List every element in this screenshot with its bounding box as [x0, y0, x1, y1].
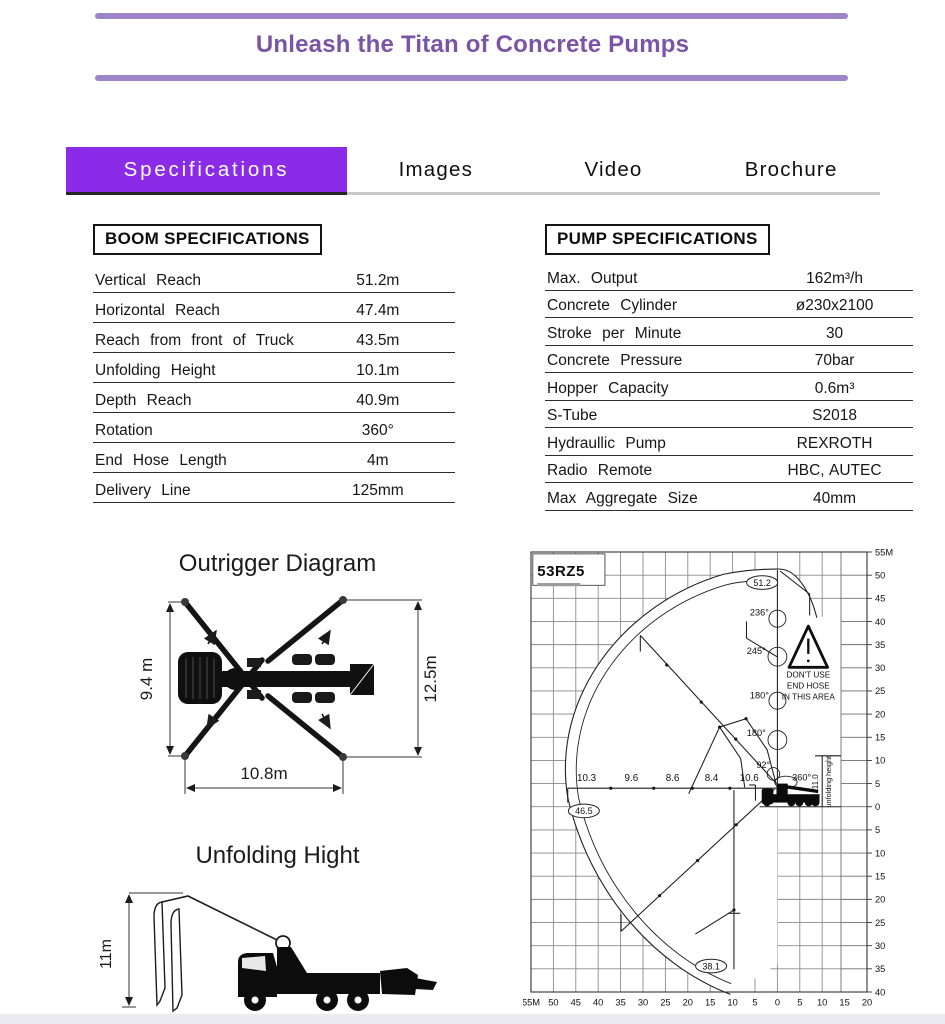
pump-spec-row	[545, 428, 913, 456]
spec-label: Rotation	[95, 422, 153, 439]
right-axis-tick-label: 40	[875, 987, 886, 998]
right-axis-tick-label: 55M	[875, 547, 894, 558]
model-label: 53RZ5	[537, 563, 585, 581]
bottom-axis-tick-label: 5	[797, 997, 803, 1008]
right-axis-tick-label: 5	[875, 825, 881, 836]
bottom-axis-tick-label: 15	[839, 997, 850, 1008]
boom-spec-rows	[93, 263, 455, 503]
bottom-axis-tick-label: 50	[548, 997, 559, 1008]
boom-spec-heading	[93, 224, 322, 255]
right-axis-tick-label: 5	[875, 778, 881, 789]
reach-value: 38.1	[702, 961, 720, 972]
unfolding-height-diagram	[95, 872, 455, 1022]
spec-label: Concrete Cylinder	[547, 297, 678, 314]
right-axis-tick-label: 35	[875, 639, 886, 650]
warning-text: DON'T USE	[786, 670, 831, 680]
right-axis-tick-label: 25	[875, 917, 886, 928]
spec-label: Concrete Pressure	[547, 352, 683, 369]
boom-spec-row	[93, 413, 455, 443]
spec-value: 0.6m³	[814, 379, 855, 397]
spec-value: 47.4m	[356, 302, 400, 319]
spec-label: Max. Output	[547, 269, 638, 287]
spec-label: Delivery Line	[95, 482, 191, 499]
truck-side-view	[238, 947, 437, 1011]
spec-label: Vertical Reach	[95, 272, 201, 289]
bottom-axis-tick-label: 5	[752, 997, 758, 1008]
right-axis-tick-label: 30	[875, 940, 886, 951]
dimension-lines	[122, 893, 183, 1007]
reach-value: 46.5	[575, 806, 593, 817]
spec-value: 162m³/h	[806, 269, 863, 287]
tab-video[interactable]: Video	[525, 147, 703, 192]
spec-label: Hopper Capacity	[547, 379, 669, 397]
pump-spec-row	[545, 483, 913, 511]
spec-value: HBC, AUTEC	[787, 462, 882, 479]
right-axis-tick-label: 25	[875, 686, 886, 697]
spec-value: 40mm	[813, 489, 857, 507]
section-length-label: 8.4	[704, 772, 719, 784]
spec-value: 125mm	[351, 482, 404, 499]
outrigger-diagram-title: Outrigger Diagram	[178, 550, 377, 577]
right-axis-tick-label: 50	[875, 570, 886, 581]
section-length-label: 10.6	[739, 772, 759, 784]
right-axis-tick-label: 40	[875, 616, 886, 627]
angle-label: 180°	[746, 727, 766, 738]
spec-value: 40.9m	[356, 392, 400, 409]
right-axis-tick-label: 20	[875, 894, 886, 905]
boom-spec-row	[93, 473, 455, 503]
bottom-axis-tick-label: 20	[682, 997, 693, 1008]
footer-band	[0, 1014, 945, 1024]
header-rule-bottom	[95, 75, 848, 81]
spec-label: End Hose Length	[95, 452, 227, 469]
angle-label: 236°	[749, 607, 769, 618]
bottom-axis-tick-label: 15	[705, 997, 716, 1008]
spec-value: REXROTH	[796, 434, 873, 452]
bottom-axis-tick-label: 0	[774, 997, 780, 1008]
spec-value: 70bar	[814, 352, 855, 369]
spec-label: Stroke per Minute	[547, 324, 682, 342]
pump-spec-title: PUMP SPECIFICATIONS	[557, 229, 758, 248]
right-axis-tick-label: 10	[875, 755, 886, 766]
boom-spec-title: BOOM SPECIFICATIONS	[105, 229, 310, 248]
model-label-underline	[537, 583, 580, 586]
tab-images[interactable]: Images	[347, 147, 525, 192]
section-length-label: 10.3	[577, 772, 597, 784]
boom-spec-row	[93, 293, 455, 323]
unfolding-dim-height: 11m	[98, 939, 115, 969]
spec-value: 4m	[367, 452, 389, 469]
section-length-label: 9.6	[624, 772, 639, 784]
reach-value: 51.2	[753, 577, 771, 588]
bottom-axis-tick-label: 35	[615, 997, 626, 1008]
outrigger-diagram	[100, 586, 450, 821]
spec-value: S2018	[812, 407, 857, 424]
boom-specifications	[93, 224, 455, 503]
spec-label: Horizontal Reach	[95, 302, 220, 319]
spec-label: S-Tube	[547, 407, 598, 424]
spec-value: 30	[825, 324, 844, 342]
angle-label: 245°	[746, 645, 766, 656]
angle-label: 180°	[749, 690, 769, 701]
bottom-axis-tick-label: 20	[861, 997, 873, 1008]
spec-label: Max Aggregate Size	[547, 489, 698, 507]
angle-label: 92°	[756, 759, 771, 770]
spec-value: 10.1m	[356, 362, 400, 379]
right-axis-tick-label: 15	[875, 732, 886, 743]
tab-specifications[interactable]: Specifications	[66, 147, 347, 192]
pump-spec-row	[545, 318, 913, 346]
right-axis-tick-label: 20	[875, 709, 886, 720]
right-axis-tick-label: 10	[875, 848, 886, 859]
outrigger-dim-left: 9.4 m	[137, 657, 156, 701]
warning-text: END HOSE	[786, 681, 830, 691]
working-range-diagram	[523, 546, 941, 1018]
tab-brochure[interactable]: Brochure	[702, 147, 880, 192]
pump-spec-row	[545, 291, 913, 319]
boom-spec-row	[93, 323, 455, 353]
truck-top-view	[178, 652, 374, 704]
boom-spec-row	[93, 383, 455, 413]
pump-spec-rows	[545, 263, 913, 511]
bottom-axis-tick-label: 45	[570, 997, 581, 1008]
pump-spec-heading	[545, 224, 770, 255]
spec-value: 43.5m	[356, 332, 400, 349]
header-rule-top	[95, 13, 848, 19]
angle-label: 360°	[792, 772, 812, 783]
spec-value: ø230x2100	[795, 297, 874, 314]
unfolding-dim-value: 11.0	[811, 774, 821, 790]
section-length-label: 8.6	[665, 772, 680, 784]
bottom-axis-tick-label: 25	[660, 997, 671, 1008]
outrigger-dim-bottom: 10.8m	[240, 764, 288, 783]
right-axis-tick-label: 15	[875, 871, 886, 882]
spec-value: 360°	[361, 422, 394, 439]
spec-label: Hydraullic Pump	[547, 434, 666, 452]
warning-text: IN THIS AREA	[781, 692, 835, 702]
right-axis-tick-label: 30	[875, 663, 886, 674]
spec-label: Depth Reach	[95, 392, 192, 409]
page-title: Unleash the Titan of Concrete Pumps	[255, 31, 690, 58]
boom-spec-row	[93, 443, 455, 473]
pump-spec-row	[545, 346, 913, 374]
right-axis-tick-label: 35	[875, 964, 886, 975]
right-axis-tick-label: 0	[875, 802, 881, 813]
bottom-axis-tick-label: 40	[593, 997, 604, 1008]
pump-spec-row	[545, 456, 913, 484]
tab-bar	[66, 147, 880, 195]
unfolding-dim-label: unfolding height	[824, 755, 834, 808]
bottom-axis-tick-label: 30	[637, 997, 649, 1008]
spec-label: Unfolding Height	[95, 362, 216, 379]
working-range-chart-container	[523, 546, 943, 1021]
pump-spec-row	[545, 401, 913, 429]
spec-value: 51.2m	[356, 272, 400, 289]
spec-label: Radio Remote	[547, 462, 653, 479]
spec-label: Reach from front of Truck	[95, 332, 294, 349]
pump-specifications	[545, 224, 913, 511]
bottom-axis-tick-label: 10	[817, 997, 828, 1008]
bottom-axis-tick-label: 55M	[523, 997, 541, 1008]
boom-spec-row	[93, 353, 455, 383]
bottom-axis-tick-label: 10	[727, 997, 738, 1008]
unfolding-height-title: Unfolding Hight	[195, 842, 360, 869]
right-axis-tick-label: 45	[875, 593, 886, 604]
outrigger-dim-right: 12.5m	[421, 655, 440, 703]
boom-spec-row	[93, 263, 455, 293]
pump-spec-row	[545, 263, 913, 291]
pump-spec-row	[545, 373, 913, 401]
